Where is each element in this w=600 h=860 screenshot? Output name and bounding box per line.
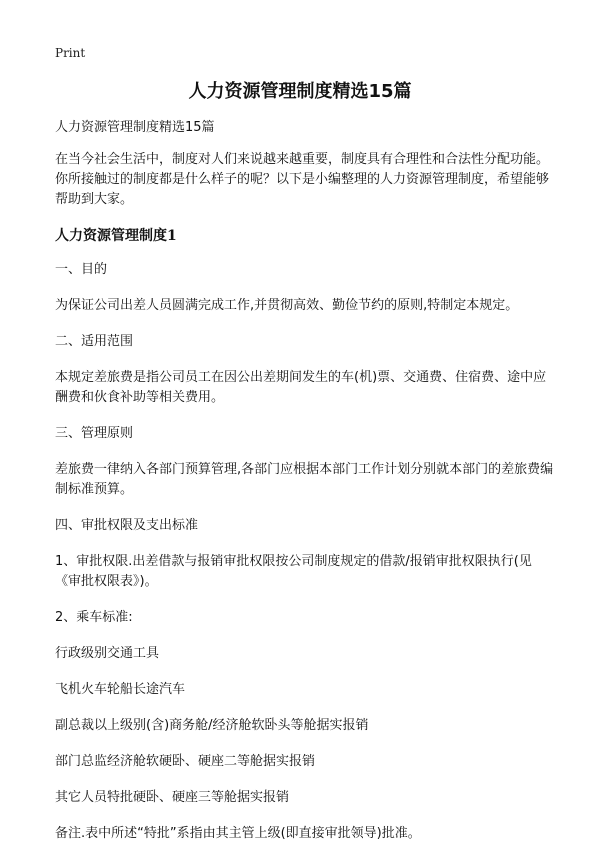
paragraph-principles: 差旅费一律纳入各部门预算管理,各部门应根据本部门工作计划分别就本部门的差旅费编制标准预算。 xyxy=(55,462,554,497)
document-title: 人力资源管理制度精选15篇 xyxy=(188,81,412,102)
intro-paragraph: 在当今社会生活中，制度对人们来说越来越重要，制度具有合理性和合法性分配功能。你所接触过的制度都是什么样子的呢？以下是小编整理的人力资源管理制度，希望能够帮助到大家。 xyxy=(55,152,550,207)
document-subtitle: 人力资源管理制度精选15篇 xyxy=(55,120,215,135)
paragraph-note: 备注.表中所述“特批”系指由其主管上级(即直接审批领导)批准。 xyxy=(55,826,421,841)
print-link[interactable]: Print xyxy=(55,46,86,60)
paragraph-table-header: 行政级别交通工具 xyxy=(55,646,160,661)
paragraph-vp-standard: 副总裁以上级别(含)商务舱/经济舱软卧头等舱据实报销 xyxy=(55,718,369,733)
paragraph-director-standard: 部门总监经济舱软硬卧、硬座二等舱据实报销 xyxy=(55,754,316,769)
paragraph-purpose: 为保证公司出差人员圆满完成工作,并贯彻高效、勤俭节约的原则,特制定本规定。 xyxy=(55,298,519,313)
document-body xyxy=(55,118,555,860)
paragraph-scope: 本规定差旅费是指公司员工在因公出差期间发生的车(机)票、交通费、住宿费、途中应酬费和伙食补助等相关费用。 xyxy=(55,370,547,405)
section-heading: 人力资源管理制度1 xyxy=(55,228,177,244)
heading-principles: 三、管理原则 xyxy=(55,426,134,441)
paragraph-transport-types: 飞机火车轮船长途汽车 xyxy=(55,682,186,697)
paragraph-approval-authority: 1、审批权限.出差借款与报销审批权限按公司制度规定的借款/报销审批权限执行(见《审批权限表》)。 xyxy=(55,554,532,589)
heading-purpose: 一、目的 xyxy=(55,262,108,277)
heading-approval: 四、审批权限及支出标准 xyxy=(55,518,199,533)
paragraph-travel-standard: 2、乘车标准: xyxy=(55,610,133,625)
heading-scope: 二、适用范围 xyxy=(55,334,134,349)
paragraph-other-standard: 其它人员特批硬卧、硬座三等舱据实报销 xyxy=(55,790,290,805)
